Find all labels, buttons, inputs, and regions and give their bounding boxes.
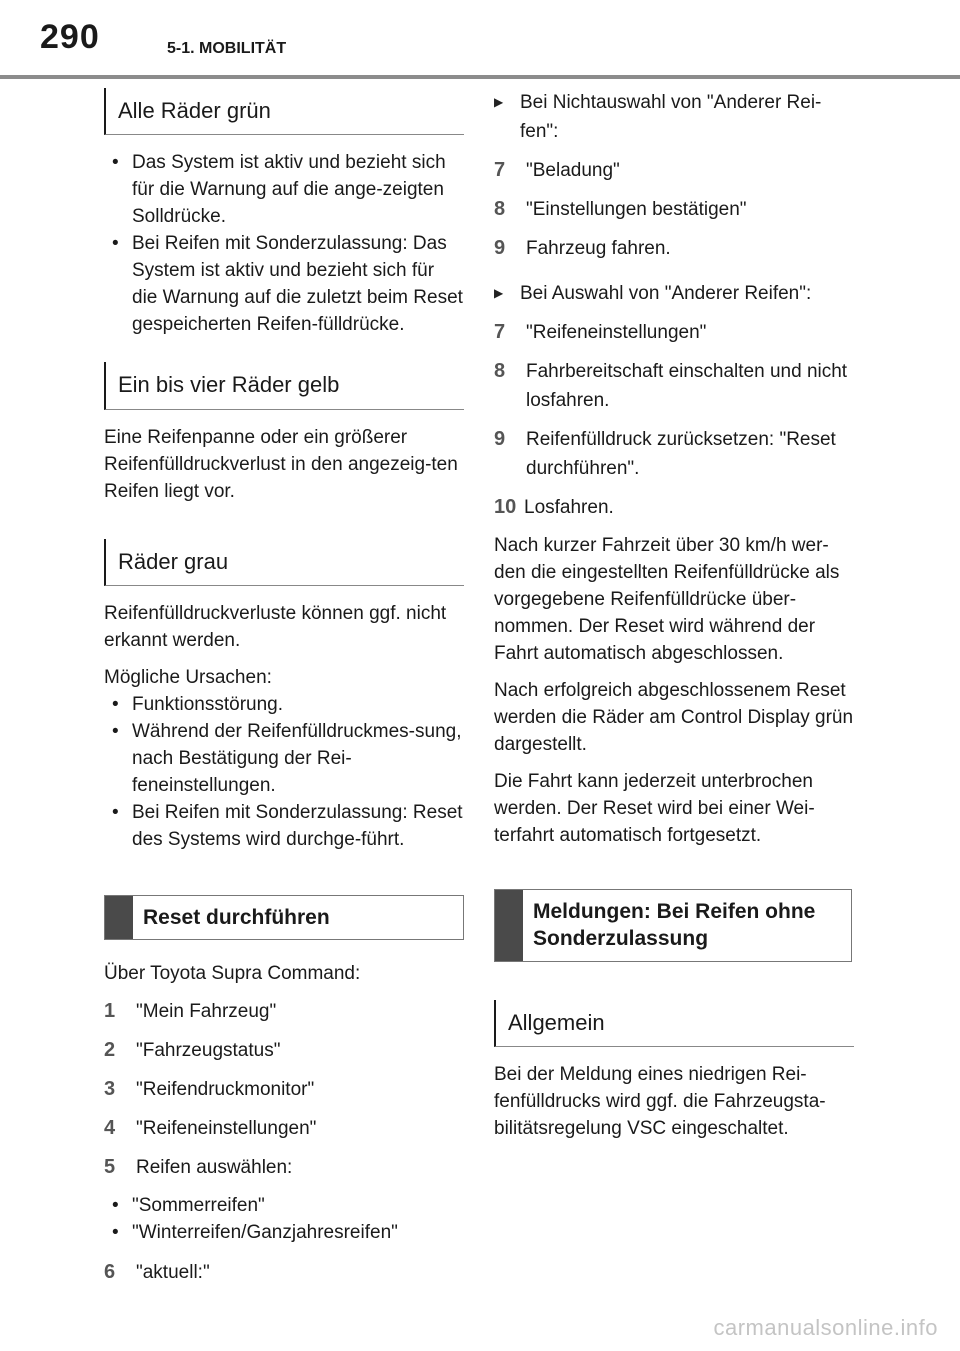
page-header — [0, 0, 960, 80]
list-item: • Funktionsstörung. — [104, 691, 464, 718]
step — [104, 1036, 464, 1065]
heading-general: Allgemein — [494, 1000, 854, 1047]
step — [104, 1114, 464, 1143]
step-text: "Reifeneinstellungen" — [526, 322, 707, 343]
causes-label: Mögliche Ursachen: — [104, 667, 272, 689]
causes-list — [104, 691, 464, 853]
step-number: 6 — [104, 1261, 116, 1284]
step — [494, 195, 854, 224]
paragraph: Die Fahrt kann jederzeit unterbrochen werden. Der Reset wird bei einer Wei-terfahrt automatisch fortgesetzt. — [494, 771, 815, 846]
step-number: 2 — [104, 1039, 116, 1062]
green-bullets — [104, 149, 464, 338]
list-item: • "Winterreifen/Ganzjahresreifen" — [104, 1219, 464, 1246]
paragraph: Nach kurzer Fahrzeit über 30 km/h wer-den die eingestellten Reifenfülldrücke als vorgegebene Reifenfülldrücke über-nommen. Der Reset wird während der Fahrt automatisch abgeschlossen. — [494, 535, 840, 664]
case-not-other — [494, 88, 854, 146]
step-number: 8 — [494, 360, 506, 382]
step-number: 7 — [494, 321, 506, 343]
case-other — [494, 279, 854, 308]
step — [104, 1258, 464, 1287]
step-text: Reifen auswählen: — [136, 1157, 293, 1179]
step-text: "aktuell:" — [136, 1262, 210, 1284]
step-number: 4 — [104, 1117, 116, 1140]
paragraph: Nach erfolgreich abgeschlossenem Reset werden die Räder am Control Display grün dargestellt. — [494, 680, 854, 755]
heading-reset — [104, 895, 464, 940]
step-number: 5 — [104, 1156, 116, 1179]
grey-text: Reifenfülldruckverluste können ggf. nicht erkannt werden. — [104, 603, 447, 652]
left-column — [104, 88, 464, 1297]
step-number: 1 — [104, 1000, 116, 1023]
tyre-options — [104, 1192, 464, 1246]
yellow-text: Eine Reifenpanne oder ein größerer Reifenfülldruckverlust in den angezeig-ten Reifen liegt vor. — [104, 426, 458, 502]
triangle-right-icon: ▶ — [494, 286, 504, 300]
general-text: Bei der Meldung eines niedrigen Rei-fenfülldrucks wird ggf. die Fahrzeugsta-bilitätsregelung VSC eingeschaltet. — [494, 1063, 826, 1139]
step-number: 10 — [494, 496, 517, 518]
heading-bar — [495, 890, 523, 961]
step-text: "Reifendruckmonitor" — [136, 1079, 315, 1101]
step-text: Reifenfülldruck zurücksetzen: "Reset durchführen". — [526, 429, 836, 479]
step — [494, 318, 854, 347]
step — [494, 156, 854, 185]
list-item: • Bei Reifen mit Sonderzulassung: Reset des Systems wird durchge-führt. — [104, 799, 464, 853]
list-item: • "Sommerreifen" — [104, 1192, 464, 1219]
step — [104, 997, 464, 1026]
chapter-title: 5-1. MOBILITÄT — [167, 40, 287, 57]
list-item: • Bei Reifen mit Sonderzulassung: Das System ist aktiv und bezieht sich für die Warnung auf die zuletzt beim Reset gespeicherten Reifen-fülldrücke. — [104, 230, 464, 338]
step — [494, 234, 854, 263]
heading-messages-text: Meldungen: Bei Reifen ohne Sonderzulassung — [533, 900, 816, 951]
step — [494, 357, 854, 415]
step-text: "Mein Fahrzeug" — [136, 1001, 277, 1023]
triangle-right-icon: ▶ — [494, 95, 504, 109]
step-number: 8 — [494, 198, 506, 220]
step — [494, 493, 854, 522]
case-text: Bei Nichtauswahl von "Anderer Rei-fen": — [520, 92, 822, 142]
step-number: 9 — [494, 237, 506, 259]
header-rule — [0, 75, 960, 79]
step-text: "Fahrzeugstatus" — [136, 1040, 281, 1062]
step — [104, 1153, 464, 1182]
case-text: Bei Auswahl von "Anderer Reifen": — [520, 283, 812, 304]
step-text: Fahrzeug fahren. — [526, 238, 671, 259]
heading-messages — [494, 889, 852, 962]
step — [104, 1075, 464, 1104]
list-item: • Während der Reifenfülldruckmes-sung, nach Bestätigung der Rei-feneinstellungen. — [104, 718, 464, 799]
heading-grey: Räder grau — [104, 539, 464, 586]
step-number: 7 — [494, 159, 506, 181]
list-item: • Das System ist aktiv und bezieht sich für die Warnung auf die ange-zeigten Solldrücke. — [104, 149, 464, 230]
reset-intro: Über Toyota Supra Command: — [104, 963, 361, 985]
step-text: Fahrbereitschaft einschalten und nicht losfahren. — [526, 361, 848, 411]
step-text: "Beladung" — [526, 160, 620, 181]
step-text: "Reifeneinstellungen" — [136, 1118, 317, 1140]
heading-yellow: Ein bis vier Räder gelb — [104, 362, 464, 409]
heading-reset-text: Reset durchführen — [143, 906, 330, 930]
step-text: Losfahren. — [524, 497, 614, 518]
page-number: 290 — [40, 18, 100, 56]
step-text: "Einstellungen bestätigen" — [526, 199, 747, 220]
heading-all-green: Alle Räder grün — [104, 88, 464, 135]
step-number: 9 — [494, 428, 506, 450]
step — [494, 425, 854, 483]
watermark: carmanualsonline.info — [713, 1315, 938, 1340]
heading-bar — [105, 896, 133, 939]
step-number: 3 — [104, 1078, 116, 1101]
right-column — [494, 88, 854, 1152]
